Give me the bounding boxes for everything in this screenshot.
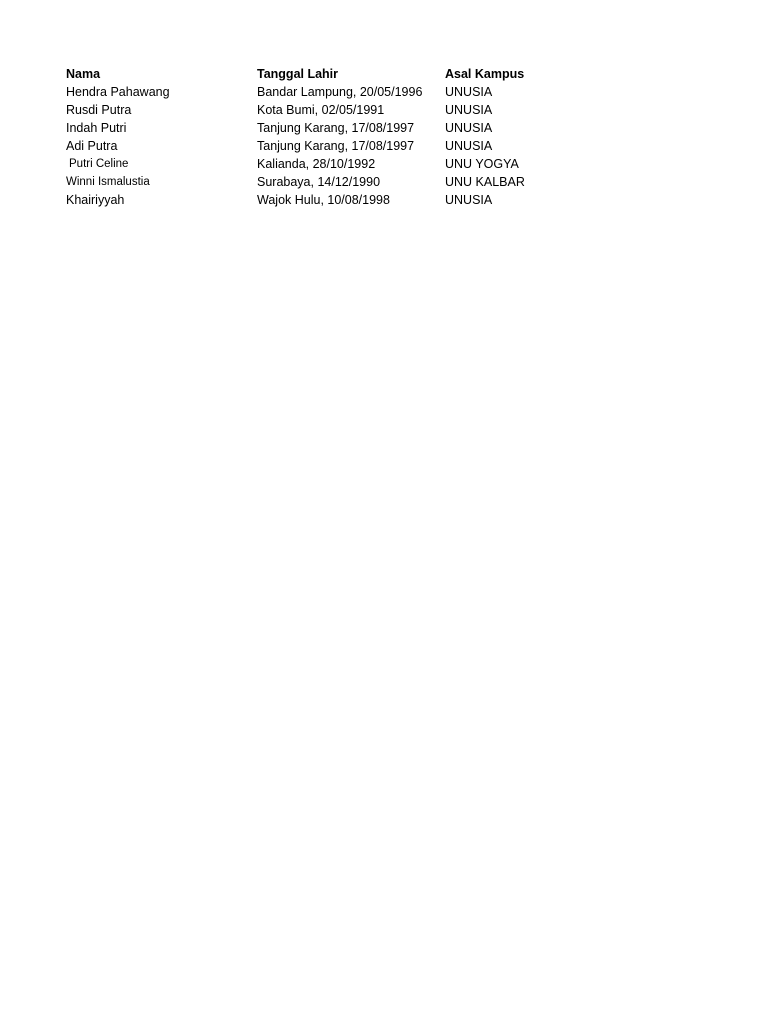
cell-nama: Hendra Pahawang — [66, 85, 170, 99]
table-row — [66, 191, 545, 209]
table-row — [66, 101, 545, 119]
cell-asal-kampus: UNUSIA — [445, 139, 493, 153]
cell-nama: Rusdi Putra — [66, 103, 132, 117]
cell-tanggal-lahir: Wajok Hulu, 10/08/1998 — [257, 193, 390, 207]
cell-tanggal-lahir: Tanjung Karang, 17/08/1997 — [257, 139, 415, 153]
header-nama: Nama — [66, 67, 101, 81]
cell-asal-kampus: UNUSIA — [445, 121, 493, 135]
cell-asal-kampus: UNU YOGYA — [445, 157, 519, 171]
header-tanggal-lahir: Tanggal Lahir — [257, 67, 339, 81]
cell-nama: Putri Celine — [69, 158, 129, 170]
table-row — [66, 155, 545, 173]
header-asal-kampus: Asal Kampus — [445, 67, 525, 81]
cell-asal-kampus: UNUSIA — [445, 103, 493, 117]
cell-asal-kampus: UNUSIA — [445, 85, 493, 99]
cell-nama: Khairiyyah — [66, 193, 125, 207]
table-row — [66, 83, 545, 101]
cell-tanggal-lahir: Kalianda, 28/10/1992 — [257, 157, 376, 171]
cell-nama: Winni Ismalustia — [66, 176, 150, 188]
cell-nama: Indah Putri — [66, 121, 127, 135]
cell-tanggal-lahir: Tanjung Karang, 17/08/1997 — [257, 121, 415, 135]
cell-tanggal-lahir: Bandar Lampung, 20/05/1996 — [257, 85, 423, 99]
cell-tanggal-lahir: Kota Bumi, 02/05/1991 — [257, 103, 385, 117]
table-row — [66, 173, 545, 191]
table-row — [66, 137, 545, 155]
student-table — [66, 65, 545, 209]
cell-tanggal-lahir: Surabaya, 14/12/1990 — [257, 175, 381, 189]
cell-asal-kampus: UNU KALBAR — [445, 175, 525, 189]
cell-asal-kampus: UNUSIA — [445, 193, 493, 207]
table-row — [66, 119, 545, 137]
header-row — [66, 65, 545, 83]
cell-nama: Adi Putra — [66, 139, 118, 153]
